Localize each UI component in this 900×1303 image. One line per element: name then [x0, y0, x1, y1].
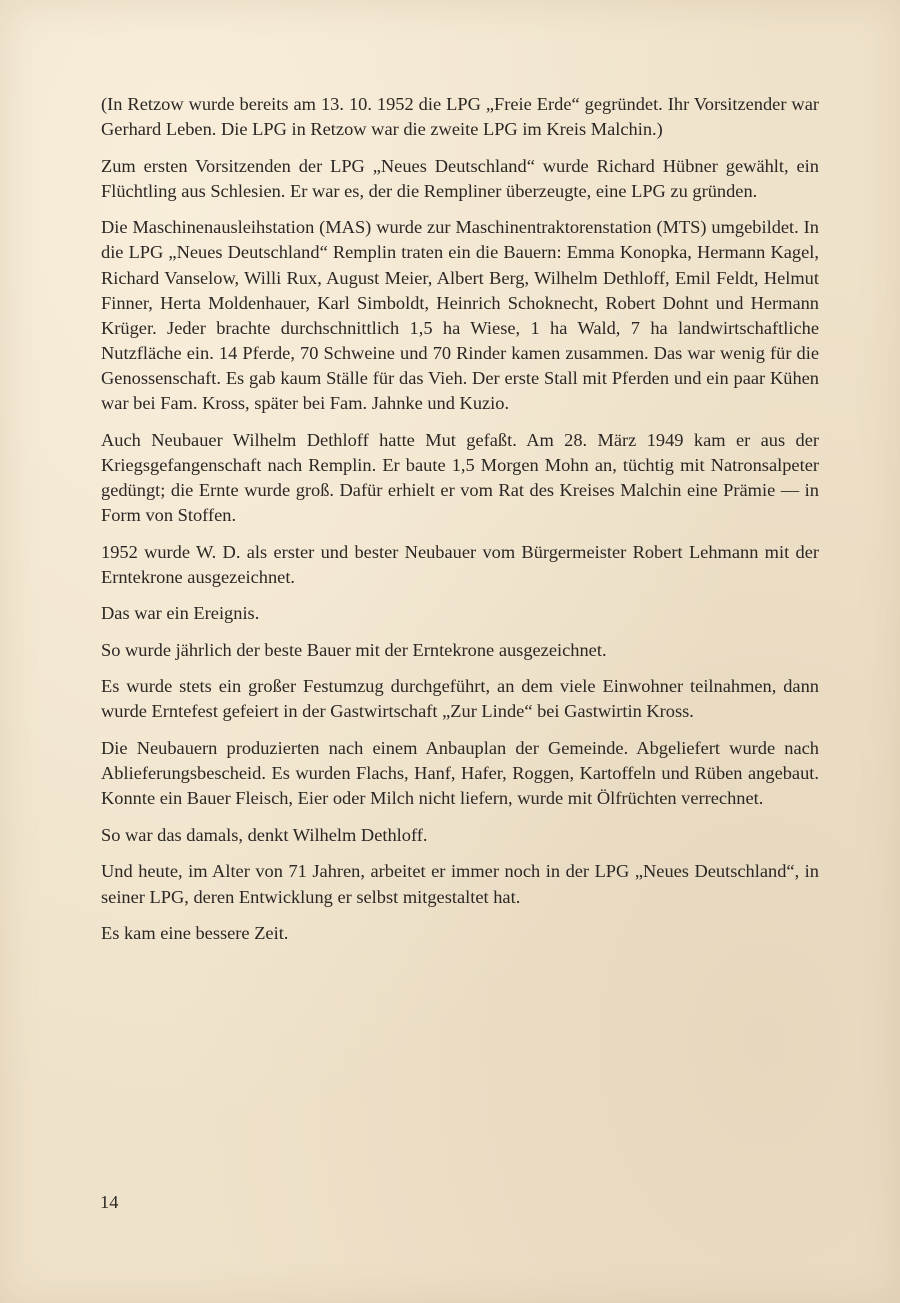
paragraph: 1952 wurde W. D. als erster und bester Neubauer vom Bürgermeister Robert Lehmann mit der Erntekrone ausgezeichnet.	[101, 541, 819, 587]
paragraph: Zum ersten Vorsitzenden der LPG „Neues Deutschland“ wurde Richard Hübner gewählt, ein Flüchtling aus Schlesien. Er war es, der die Rempliner überzeugte, eine LPG zu gründen.	[101, 155, 819, 201]
paragraph: Und heute, im Alter von 71 Jahren, arbeitet er immer noch in der LPG „Neues Deutschland“, in seiner LPG, deren Entwicklung er selbst mitgestaltet hat.	[101, 861, 819, 907]
paragraph: Es wurde stets ein großer Festumzug durchgeführt, an dem viele Einwohner teilnahmen, dann wurde Erntefest gefeiert in der Gastwirtschaft „Zur Linde“ bei Gastwirtin Kross.	[101, 676, 819, 722]
paragraph: (In Retzow wurde bereits am 13. 10. 1952 die LPG „Freie Erde“ gegründet. Ihr Vorsitzender war Gerhard Leben. Die LPG in Retzow war die zweite LPG im Kreis Malchin.)	[101, 94, 819, 140]
paragraph: Die Neubauern produzierten nach einem Anbauplan der Gemeinde. Abgeliefert wurde nach Ablieferungsbescheid. Es wurden Flachs, Hanf, Hafer, Roggen, Kartoffeln und Rüben angebaut. Konnte ein Bauer Fleisch, Eier oder Milch nicht liefern, wurde mit Ölfrüchten verrechnet.	[101, 738, 819, 809]
paragraph: So wurde jährlich der beste Bauer mit der Erntekrone ausgezeichnet.	[101, 639, 607, 660]
body-text	[101, 92, 819, 958]
paragraph: Die Maschinenausleihstation (MAS) wurde zur Maschinentraktorenstation (MTS) umgebildet. In die LPG „Neues Deutschland“ Remplin traten ein die Bauern: Emma Konopka, Hermann Kagel, Richard Vanselow, Willi Rux, August Meier, Albert Berg, Wilhelm Dethloff, Emil Feldt, Helmut Finner, Herta Moldenhauer, Karl Simboldt, Heinrich Schoknecht, Robert Dohnt und Hermann Krüger. Jeder brachte durchschnittlich 1,5 ha Wiese, 1 ha Wald, 7 ha landwirtschaftliche Nutzfläche ein. 14 Pferde, 70 Schweine und 70 Rinder kamen zusammen. Das war wenig für die Genossenschaft. Es gab kaum Ställe für das Vieh. Der erste Stall mit Pferden und ein paar Kühen war bei Fam. Kross, später bei Fam. Jahnke und Kuzio.	[101, 217, 819, 414]
page-number: 14	[100, 1192, 119, 1212]
paragraph: So war das damals, denkt Wilhelm Dethloff.	[101, 824, 428, 845]
paragraph: Es kam eine bessere Zeit.	[101, 923, 289, 944]
paragraph: Auch Neubauer Wilhelm Dethloff hatte Mut gefaßt. Am 28. März 1949 kam er aus der Kriegsgefangenschaft nach Remplin. Er baute 1,5 Morgen Mohn an, tüchtig mit Natronsalpeter gedüngt; die Ernte wurde groß. Dafür erhielt er vom Rat des Kreises Malchin eine Prämie — in Form von Stoffen.	[101, 429, 819, 525]
paragraph: Das war ein Ereignis.	[101, 603, 260, 624]
